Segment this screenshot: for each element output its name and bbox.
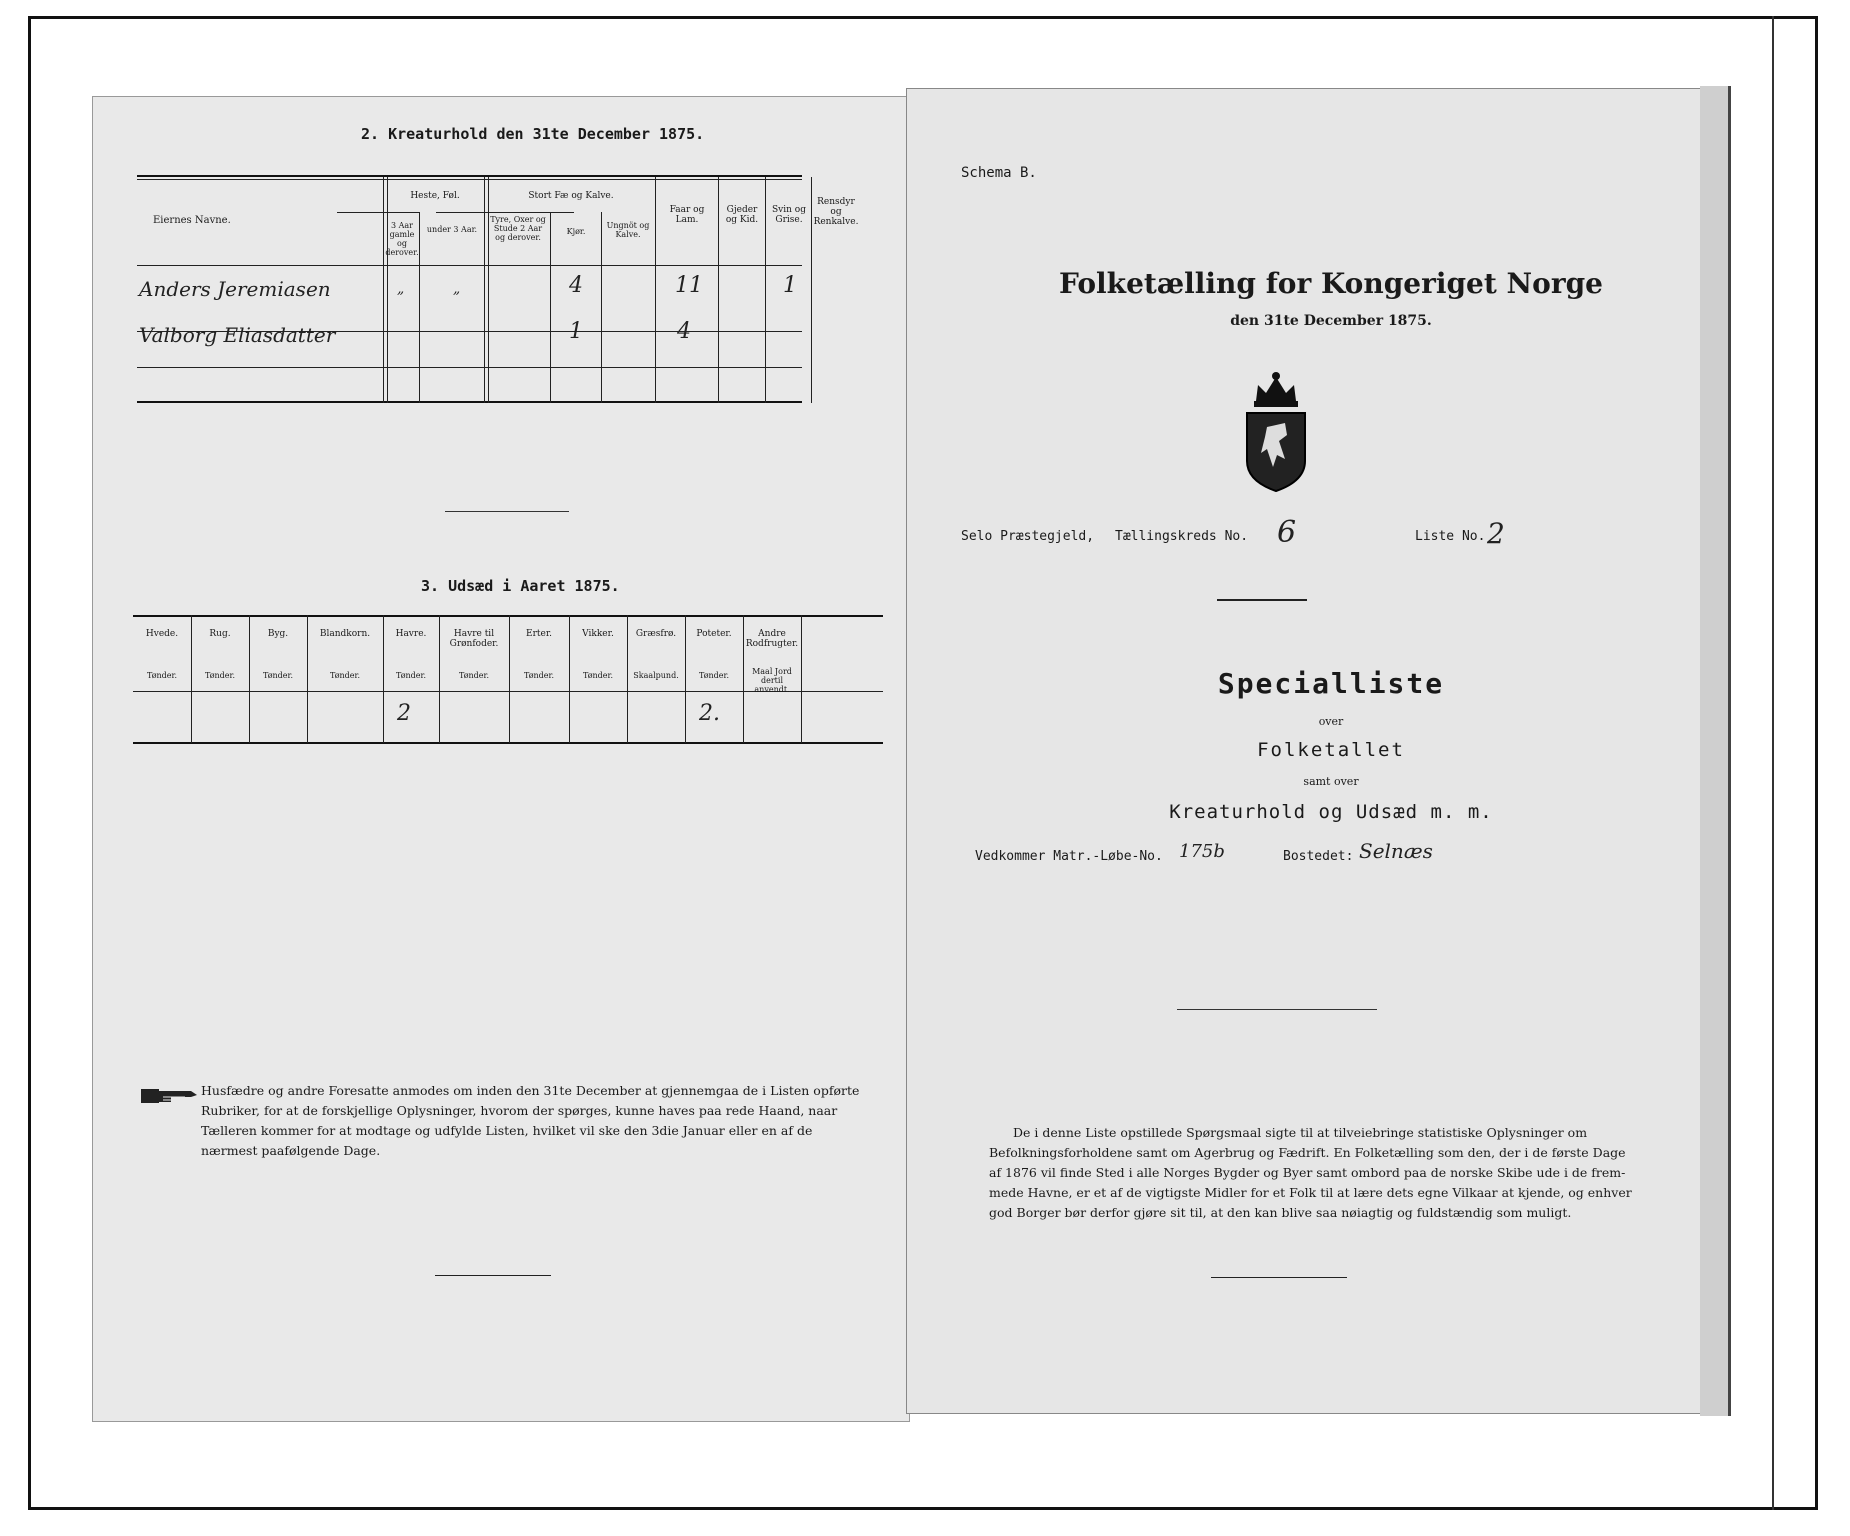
bottom-rule (1211, 1277, 1347, 1278)
row2-faar: 4 (677, 319, 691, 344)
udsaed-unit-7: Tønder. (582, 671, 614, 680)
header-rensdyr: Rensdyr og Renkalve. (813, 197, 859, 227)
header-gjeder: Gjeder og Kid. (725, 205, 759, 225)
udsaed-unit-4: Tønder. (395, 671, 427, 680)
divider (1177, 1009, 1377, 1010)
udsaed-unit-8: Skaalpund. (633, 671, 679, 680)
udsaed-unit-3: Tønder. (329, 671, 361, 680)
udsaed-value-poteter: 2. (699, 701, 720, 726)
header-stort-b: Kjør. (566, 227, 586, 236)
header-stort-a: Tyre, Oxer og Stude 2 Aar og derover. (490, 215, 546, 242)
prestegjeld-label: Selo Præstegjeld, (961, 529, 1095, 544)
right-page (906, 88, 1722, 1414)
udsaed-header-3: Blandkorn. (319, 629, 371, 639)
row1-faar: 11 (675, 273, 703, 298)
section2-title: 2. Kreaturhold den 31te December 1875. (361, 125, 705, 143)
row1-svin: 1 (783, 273, 797, 298)
header-stort: Stort Fæ og Kalve. (528, 191, 614, 201)
row2-kjor: 1 (569, 319, 583, 344)
udsaed-unit-2: Tønder. (262, 671, 294, 680)
info-text: De i denne Liste opstillede Spørgsmaal sigte til at tilveiebringe statistiske Oplysninger om Befolkningsforholdene samt om Agerbrug og Fædrift. En Folketælling som den, der i de første Dage af 1876 vil finde Sted i alle Norges Bygder og Byer samt ombord paa de norske Skibe ude i de frem- mede Havne, er et af de vigtigste Midler for et Folk til at lære dets egne Vilkaar at kjende, og enhver god Borger bør derfor gjøre sit til, at den kan blive saa nøiagtig og fuldstændig som muligt. (989, 1125, 1632, 1220)
bosted-label: Bostedet: (1283, 849, 1354, 864)
liste-value: 2 (1487, 517, 1505, 550)
footer-rule (435, 1275, 551, 1276)
udsaed-unit-5: Tønder. (458, 671, 490, 680)
pointing-hand-icon (141, 1087, 199, 1105)
udsaed-header-2: Byg. (267, 629, 289, 639)
udsaed-header-7: Vikker. (582, 629, 614, 639)
header-svin: Svin og Grise. (772, 205, 806, 225)
udsaed-header-4: Havre. (395, 629, 427, 639)
udsaed-unit-9: Tønder. (698, 671, 730, 680)
udsaed-header-0: Hvede. (145, 629, 179, 639)
udsaed-header-1: Rug. (209, 629, 231, 639)
main-title: Folketælling for Kongeriget Norge (1059, 267, 1603, 300)
row1-heste-b: „ (453, 281, 461, 297)
special-title: Specialliste (1217, 667, 1445, 700)
matr-label: Vedkommer Matr.-Løbe-No. (975, 849, 1163, 864)
row1-heste-a: „ (397, 281, 405, 297)
header-heste-b: under 3 Aar. (426, 225, 478, 234)
header-heste: Heste, Føl. (410, 191, 460, 201)
kreds-value: 6 (1277, 515, 1297, 550)
header-stort-c: Ungnöt og Kalve. (606, 221, 650, 239)
separator (445, 511, 569, 512)
header-owner: Eiernes Navne. (153, 215, 231, 226)
udsaed-header-9: Poteter. (696, 629, 732, 639)
udsaed-unit-0: Tønder. (146, 671, 178, 680)
coat-of-arms-icon (1239, 371, 1313, 493)
udsaed-header-10: Andre Rodfrugter. (745, 629, 799, 649)
page-corner (1700, 86, 1731, 1416)
header-faar: Faar og Lam. (669, 205, 705, 225)
udsaed-unit-6: Tønder. (523, 671, 555, 680)
date-line: den 31te December 1875. (1230, 313, 1432, 329)
matr-value: 175b (1179, 841, 1225, 862)
scan-frame-edge (1772, 16, 1792, 1510)
kreatur-line: Kreaturhold og Udsæd m. m. (1169, 801, 1493, 823)
udsaed-header-6: Erter. (526, 629, 552, 639)
left-page (92, 96, 910, 1422)
kreds-label: Tællingskreds No. (1115, 529, 1249, 544)
row1-kjor: 4 (569, 273, 583, 298)
over-1: over (1318, 715, 1344, 728)
udsaed-header-8: Græsfrø. (635, 629, 677, 639)
section3-title: 3. Udsæd i Aaret 1875. (421, 577, 620, 595)
udsaed-value-havre: 2 (397, 701, 411, 726)
notice-text: Husfædre og andre Foresatte anmodes om inden den 31te December at gjennemgaa de i Listen opførte Rubriker, for at de forskjellige Oplysninger, hvorom der spørges, kunne haves paa rede Haand, naar Tælleren kommer for at modtage og udfylde Listen, hvilket vil ske den 3die Januar eller en af de nærmest paafølgende Dage. (201, 1083, 860, 1158)
udsaed-unit-1: Tønder. (204, 671, 236, 680)
header-heste-a: 3 Aar gamle og derover. (385, 221, 419, 257)
samt-over: samt over (1303, 775, 1359, 788)
folketallet: Folketallet (1257, 739, 1405, 761)
udsaed-header-5: Havre til Grønfoder. (449, 629, 499, 649)
udsaed-unit-10: Maal Jord dertil anvendt. (752, 667, 792, 694)
bosted-value: Selnæs (1359, 839, 1433, 863)
schema-label: Schema B. (961, 165, 1037, 181)
row1-owner: Anders Jeremiasen (139, 277, 331, 301)
liste-label: Liste No. (1415, 529, 1486, 544)
row2-owner: Valborg Eliasdatter (139, 323, 336, 347)
